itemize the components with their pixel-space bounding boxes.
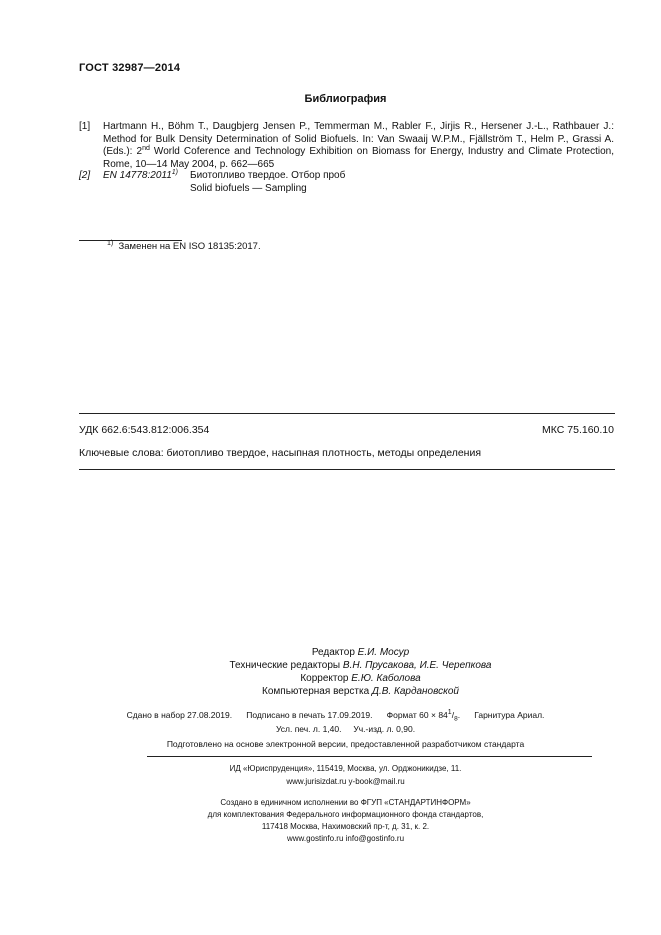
ref2-number: [2]: [79, 170, 91, 181]
credits-editor: Редактор Е.И. Мосур: [311, 647, 410, 658]
credits-proofreader: Корректор Е.Ю. Каболова: [300, 673, 421, 684]
ref1-line: (Eds.): 2nd World Coference and Technology Exhibition on Biomass for Energy, Industry and Climate Protection,: [103, 145, 614, 157]
credits-tech-editors: Технические редакторы В.Н. Прусакова, И.Е. Черепкова: [229, 660, 492, 671]
bibliography-title: Библиография: [304, 93, 387, 105]
standartinform-line1: Создано в единичном исполнении во ФГУП «СТАНДАРТИНФОРМ»: [220, 798, 471, 807]
publisher-web: www.jurisizdat.ru y-book@mail.ru: [286, 777, 405, 786]
keywords: Ключевые слова: биотопливо твердое, насыпная плотность, методы определения: [79, 447, 482, 459]
divider-bottom: [79, 469, 615, 470]
ref1-line: Hartmann H., Böhm T., Daugbjerg Jensen P., Temmerman M., Rabler F., Jirjis R., Hersener J.-L., Rathbauer J.:: [103, 121, 614, 132]
document-code: ГОСТ 32987—2014: [79, 62, 181, 74]
print-info-line2: Усл. печ. л. 1,40. Уч.-изд. л. 0,90.: [275, 724, 416, 734]
mks-code: МКС 75.160.10: [542, 424, 614, 436]
standartinform-web: www.gostinfo.ru info@gostinfo.ru: [286, 834, 405, 843]
ref2-code: EN 14778:2011$^{1)}$: [103, 169, 178, 181]
standartinform-line2: для комплектования Федерального информационного фонда стандартов,: [207, 810, 484, 819]
standartinform-address: 117418 Москва, Нахимовский пр-т, д. 31, к. 2.: [261, 822, 430, 831]
publisher-address: ИД «Юриспруденция», 115419, Москва, ул. Орджоникидзе, 11.: [229, 764, 462, 773]
print-info-prepared: Подготовлено на основе электронной версии, предоставленной разработчиком стандарта: [166, 739, 525, 749]
publisher-divider: [147, 756, 592, 757]
ref1-line: Method for Bulk Density Determination of Solid Biofuels. In: Van Swaaij W.P.M., Fjällström T., Helm P., Grassi A.: [103, 133, 614, 145]
ref1-text: [103, 121, 614, 171]
udc-code: УДК 662.6:543.812:006.354: [79, 424, 210, 436]
print-info-line1: Сдано в набор 27.08.2019. Подписано в печать 17.09.2019. Формат $60 \times 84^1/_8$. Гарнитура Ариал.: [126, 709, 545, 723]
divider-top: [79, 413, 615, 414]
ref2-title-ru: Биотопливо твердое. Отбор проб: [190, 170, 346, 181]
ref1-number: [1]: [79, 121, 91, 132]
credits-layout: Компьютерная верстка Д.В. Кардановской: [262, 686, 459, 697]
ref2-title-en: Solid biofuels — Sampling: [190, 183, 307, 194]
footnote: $^{1)}$ Заменен на EN ISO 18135:2017.: [107, 240, 261, 252]
ref1-line: Rome, 10—14 May 2004, p. 662—665: [103, 158, 275, 170]
